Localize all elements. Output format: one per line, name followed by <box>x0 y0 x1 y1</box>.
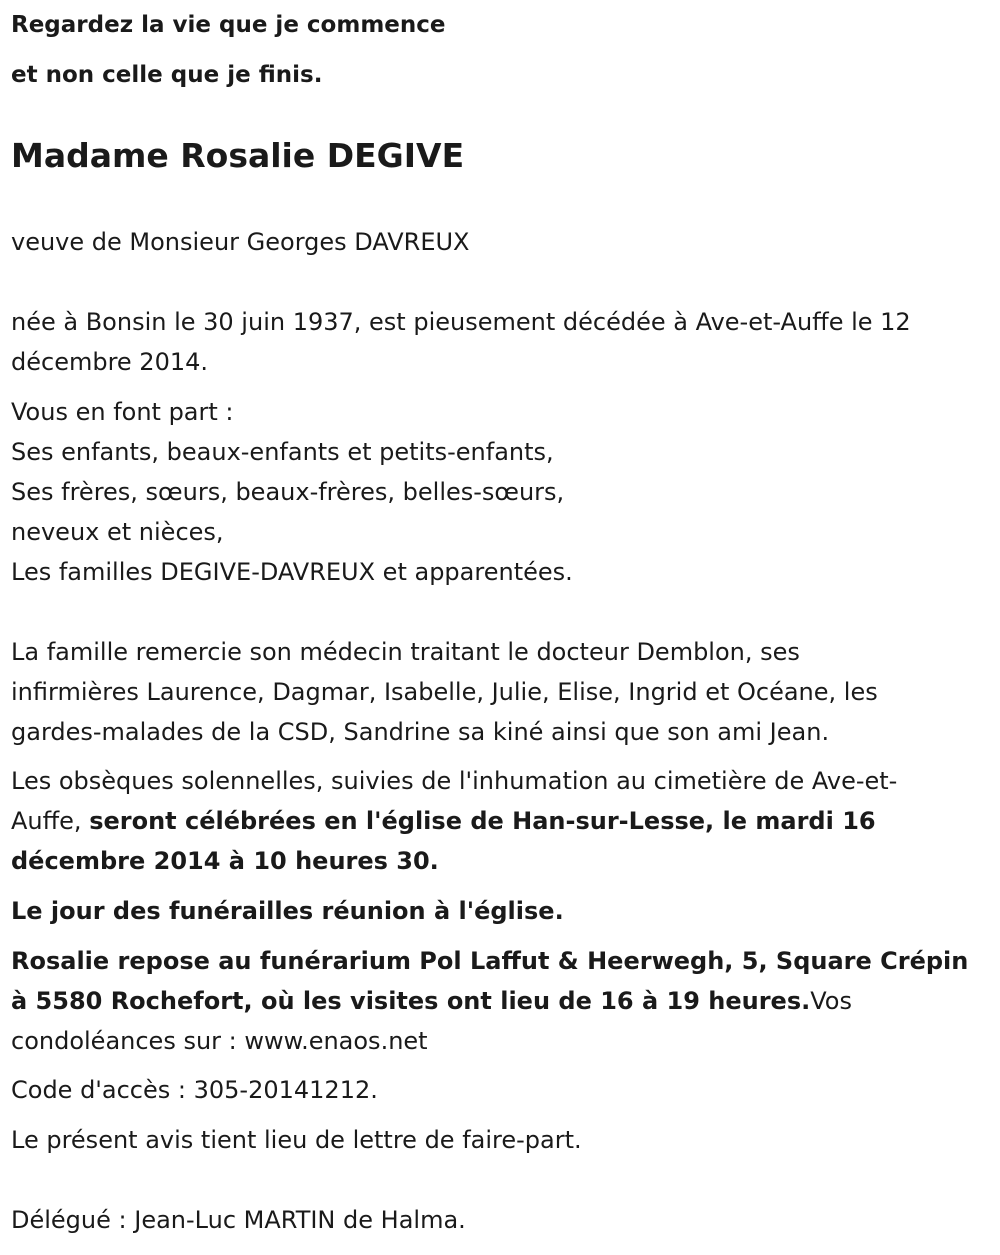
delegate-line: Délégué : Jean-Luc MARTIN de Halma. <box>11 1206 466 1234</box>
repose-line-2 <box>11 986 852 1016</box>
announcer-item: Ses enfants, beaux-enfants et petits-enfants, <box>11 438 554 466</box>
thanks-line-2: infirmières Laurence, Dagmar, Isabelle, Julie, Elise, Ingrid et Océane, les <box>11 678 878 706</box>
quote-line-1: Regardez la vie que je commence <box>11 12 446 38</box>
quote-line-2: et non celle que je finis. <box>11 62 323 88</box>
funeral-line-2 <box>11 806 876 836</box>
announcer-item: neveux et nièces, <box>11 518 224 546</box>
funeral-line-1: Les obsèques solennelles, suivies de l'inhumation au cimetière de Ave-et- <box>11 767 898 795</box>
birth-death-line-2: décembre 2014. <box>11 348 209 376</box>
notice-line: Le présent avis tient lieu de lettre de faire-part. <box>11 1126 582 1154</box>
repose-line-2-normal: Vos <box>810 987 852 1015</box>
access-code-line: Code d'accès : 305-20141212. <box>11 1076 378 1104</box>
thanks-line-3: gardes-malades de la CSD, Sandrine sa kiné ainsi que son ami Jean. <box>11 718 830 746</box>
funeral-ceremony-details: seront célébrées en l'église de Han-sur-Lesse, le mardi 16 <box>89 807 876 835</box>
funeral-line-2-normal: Auffe, <box>11 807 90 835</box>
widow-of-line: veuve de Monsieur Georges DAVREUX <box>11 228 470 256</box>
meeting-line: Le jour des funérailles réunion à l'église. <box>11 897 564 925</box>
announcers-intro: Vous en font part : <box>11 398 234 426</box>
announcer-item: Les familles DEGIVE-DAVREUX et apparentées. <box>11 558 573 586</box>
thanks-line-1: La famille remercie son médecin traitant le docteur Demblon, ses <box>11 638 800 666</box>
announcer-item: Ses frères, sœurs, beaux-frères, belles-sœurs, <box>11 478 565 506</box>
repose-line-1: Rosalie repose au funérarium Pol Laffut & Heerwegh, 5, Square Crépin <box>11 947 969 975</box>
deceased-name-title: Madame Rosalie DEGIVE <box>11 136 465 175</box>
funeral-line-3: décembre 2014 à 10 heures 30. <box>11 847 439 875</box>
condolences-line: condoléances sur : www.enaos.net <box>11 1027 428 1055</box>
repose-visits-details: à 5580 Rochefort, où les visites ont lieu de 16 à 19 heures. <box>11 987 811 1015</box>
birth-death-line-1: née à Bonsin le 30 juin 1937, est pieusement décédée à Ave-et-Auffe le 12 <box>11 308 911 336</box>
